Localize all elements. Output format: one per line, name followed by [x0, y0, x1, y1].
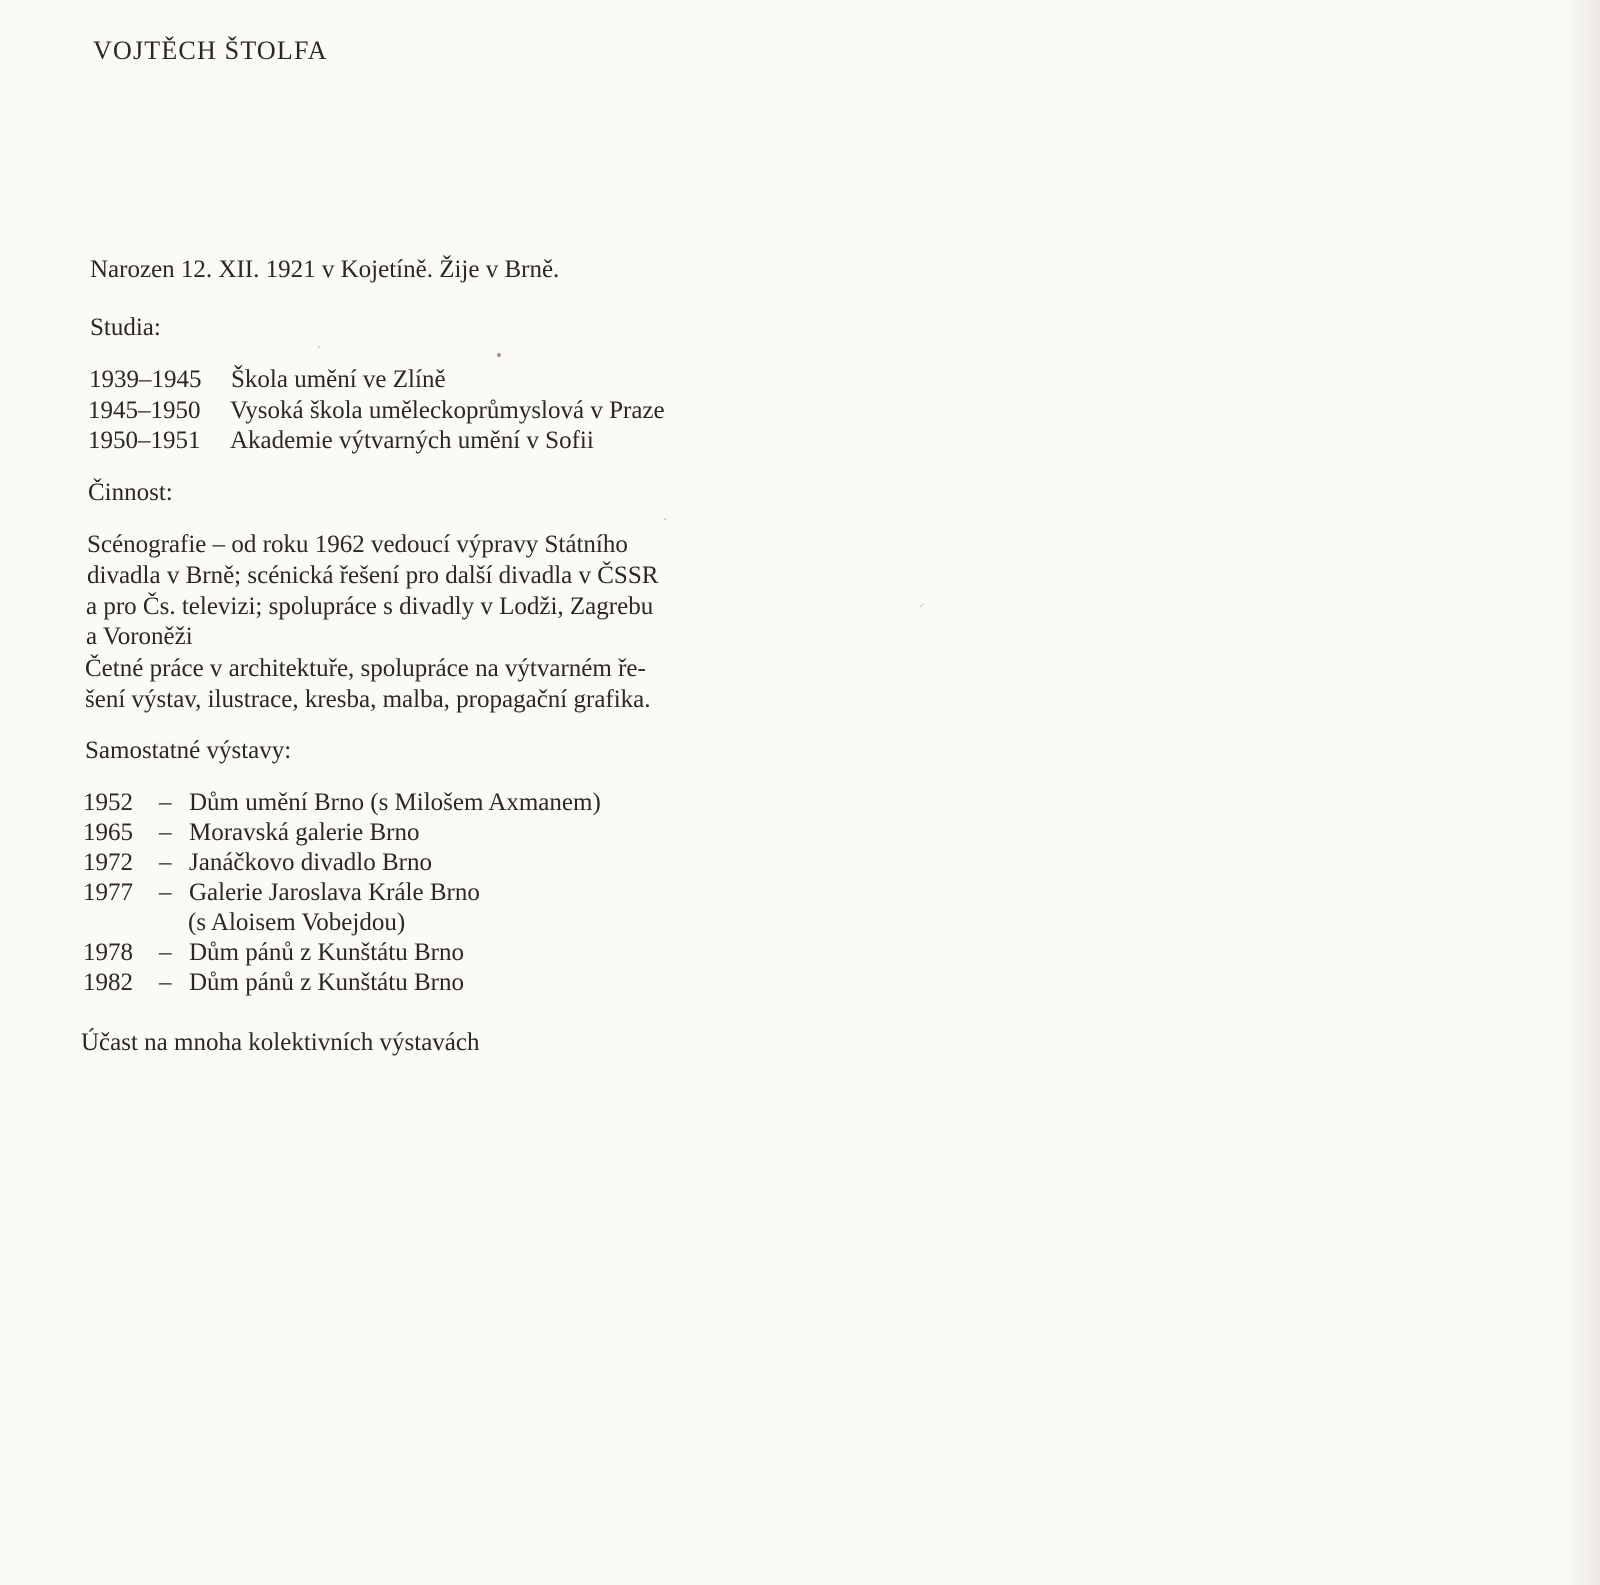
- study-place: Vysoká škola uměleckoprůmyslová v Praze: [230, 397, 665, 424]
- exhibition-year: 1978: [83, 939, 133, 966]
- study-years: 1945–1950: [88, 397, 201, 424]
- activity-heading: Činnost:: [88, 479, 173, 506]
- paper-speck: [318, 346, 320, 348]
- exhibition-year: 1965: [83, 819, 133, 846]
- exhibition-year: 1972: [83, 849, 133, 876]
- exhibition-year: 1952: [83, 789, 133, 816]
- activity-line: a pro Čs. televizi; spolupráce s divadly v Lodži, Zagrebu: [86, 593, 654, 620]
- footer-note: Účast na mnoha kolektivních výstavách: [81, 1029, 480, 1056]
- paper-speck: [919, 603, 924, 607]
- activity-line: Četné práce v architektuře, spolupráce na výtvarném ře-: [85, 655, 646, 682]
- exhibition-dash: –: [159, 849, 172, 876]
- activity-line: šení výstav, ilustrace, kresba, malba, propagační grafika.: [85, 686, 651, 713]
- exhibition-item: [83, 848, 432, 878]
- exhibition-continuation: (s Aloisem Vobejdou): [188, 909, 406, 936]
- exhibition-dash: –: [159, 789, 172, 816]
- activity-line: a Voroněži: [86, 623, 193, 650]
- exhibition-text: Janáčkovo divadlo Brno: [189, 849, 433, 876]
- exhibition-dash: –: [159, 939, 172, 966]
- study-years: 1939–1945: [89, 366, 202, 393]
- exhibition-item: [83, 938, 464, 968]
- studies-heading: Studia:: [90, 314, 161, 341]
- exhibition-item: [83, 878, 480, 908]
- study-years: 1950–1951: [88, 427, 201, 454]
- exhibition-text: Galerie Jaroslava Krále Brno: [189, 879, 480, 906]
- exhibition-item: [83, 788, 601, 818]
- page-title: VOJTĚCH ŠTOLFA: [93, 36, 328, 65]
- paper-speck: [497, 353, 501, 357]
- exhibitions-heading: Samostatné výstavy:: [85, 737, 292, 764]
- exhibition-text: Dům pánů z Kunštátu Brno: [189, 969, 464, 996]
- exhibition-text: Moravská galerie Brno: [189, 819, 420, 846]
- exhibition-dash: –: [159, 879, 172, 906]
- exhibition-item: [83, 818, 419, 848]
- page-edge-shadow: [1564, 0, 1600, 1585]
- study-item: [89, 365, 446, 395]
- activity-line: Scénografie – od roku 1962 vedoucí výpravy Státního: [87, 531, 628, 558]
- study-item: [88, 426, 594, 456]
- activity-line: divadla v Brně; scénická řešení pro další divadla v ČSSR: [87, 562, 659, 589]
- birth-info: Narozen 12. XII. 1921 v Kojetíně. Žije v Brně.: [90, 256, 560, 283]
- paper-speck: [664, 518, 666, 520]
- exhibition-text: Dům umění Brno (s Milošem Axmanem): [189, 789, 601, 816]
- study-place: Akademie výtvarných umění v Sofii: [230, 427, 594, 454]
- exhibition-dash: –: [159, 819, 172, 846]
- exhibition-text: Dům pánů z Kunštátu Brno: [189, 939, 464, 966]
- exhibition-year: 1977: [83, 879, 133, 906]
- study-place: Škola umění ve Zlíně: [231, 366, 446, 393]
- exhibition-dash: –: [159, 969, 172, 996]
- study-item: [88, 396, 665, 426]
- exhibition-year: 1982: [83, 969, 133, 996]
- exhibition-item: [83, 968, 464, 998]
